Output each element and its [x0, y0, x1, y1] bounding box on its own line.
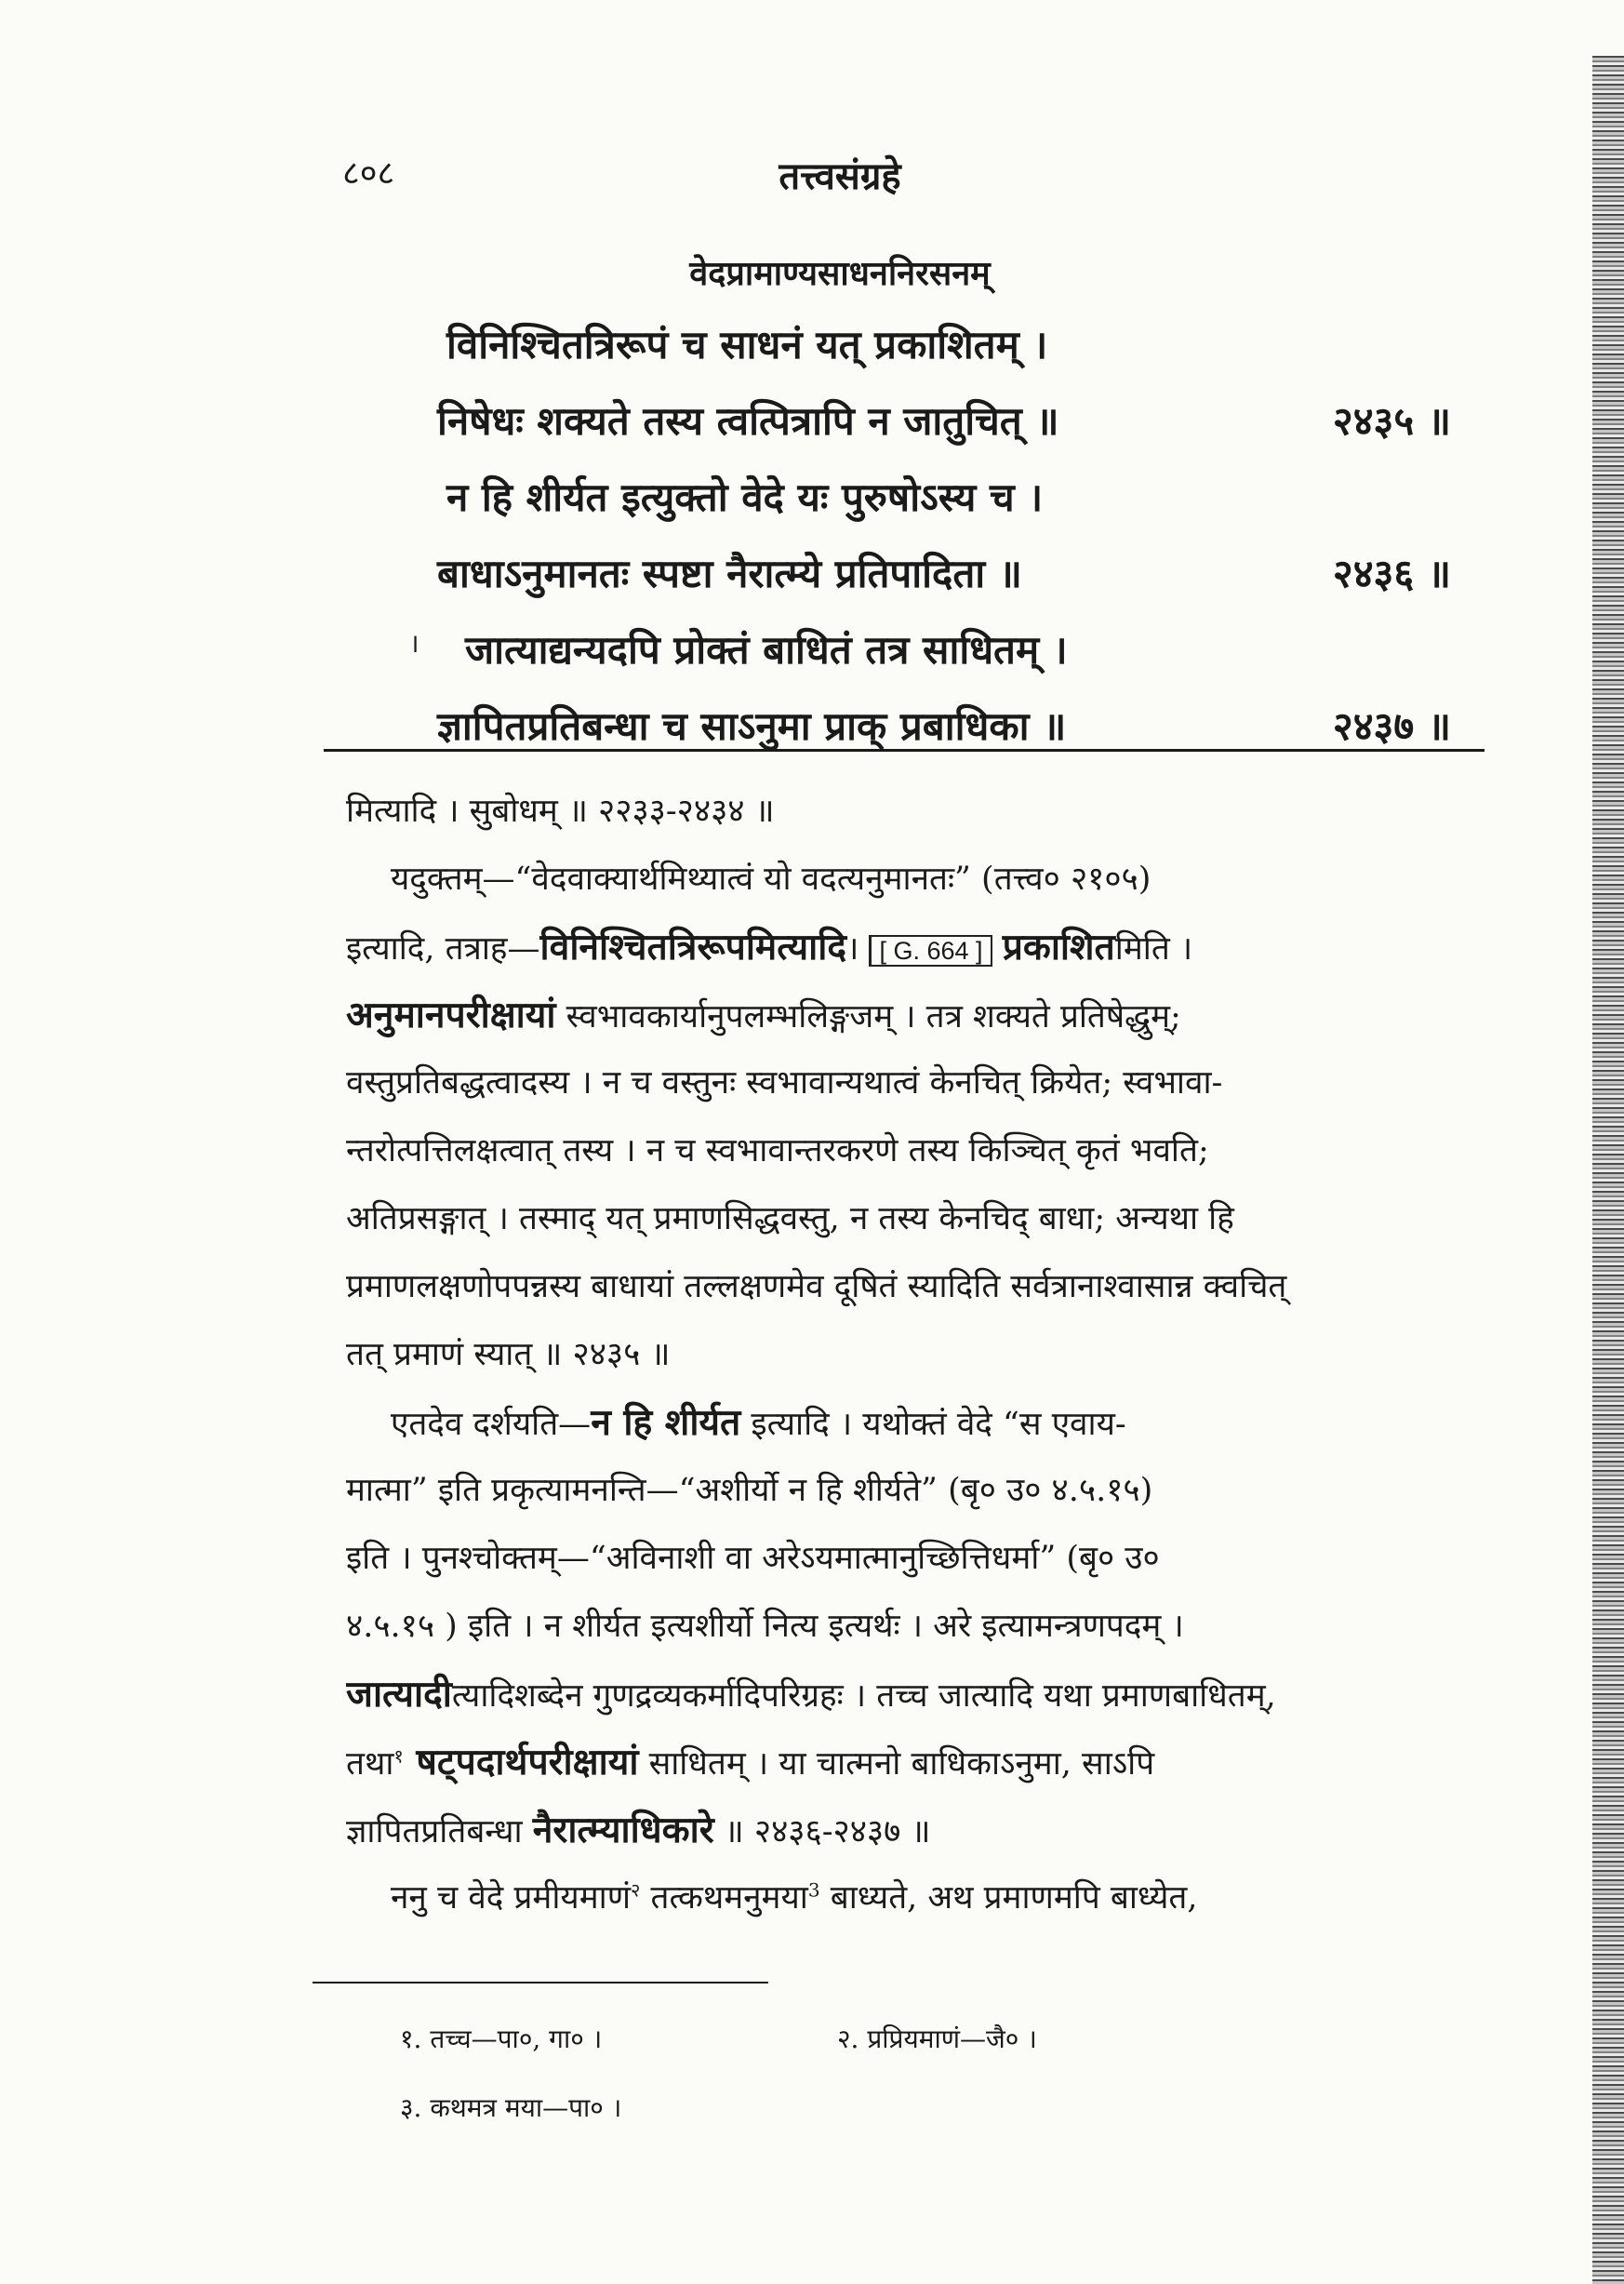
text-run: तत्कथमनुमया — [640, 1879, 808, 1917]
footnote-marker: 3 — [807, 1878, 820, 1902]
footnote-marker: १ — [393, 1744, 404, 1768]
verse-number: २४३५ ॥ — [1332, 398, 1451, 444]
commentary-line: प्रमाणलक्षणोपपन्नस्य बाधायां तल्लक्षणमेव दूषितं स्यादिति सर्वत्रानाश्वासान्न क्वचित् — [346, 1268, 1287, 1305]
commentary-line — [346, 1389, 1490, 1457]
page-edge-shadow — [1592, 56, 1624, 2284]
lemma-bold: प्रकाशित — [1002, 926, 1115, 968]
commentary-line — [346, 982, 1490, 1049]
text-run: तथा — [346, 1745, 394, 1783]
footnote-row — [400, 2011, 1237, 2080]
text-run: ॥ २४३६-२४३७ ॥ — [713, 1813, 931, 1850]
footnote-divider-rule — [313, 1982, 768, 1983]
text-run: । — [846, 930, 870, 968]
commentary-line — [346, 1729, 1490, 1796]
commentary-line: मात्मा” इति प्रकृत्यामनन्ति—“अशीर्यो न हि शीर्यते” (बृ० उ० ४.५.१५) — [346, 1472, 1153, 1509]
lemma-bold: विनिश्चितत्रिरूपमित्यादि — [539, 926, 847, 968]
verse-divider-rule — [324, 749, 1484, 752]
verse-text: विनिश्चितत्रिरूपं च साधनं यत् प्रकाशितम् । — [446, 322, 1048, 367]
footnote-2: २. प्रप्रियमाणं—जै० । — [837, 2024, 1037, 2054]
verse-block — [437, 307, 1479, 765]
verse-line — [437, 460, 1479, 536]
page-reference-box: [ G. 664 ] — [869, 935, 992, 967]
verse-line — [437, 536, 1479, 612]
text-run: बाध्यते, अथ प्रमाणमपि बाध्येत, — [819, 1879, 1198, 1917]
commentary-line: न्तरोत्पत्तिलक्षत्वात् तस्य । न च स्वभावान्तरकरणे तस्य किञ्चित् कृतं भवति; — [346, 1132, 1209, 1169]
verse-number: २४३६ ॥ — [1332, 551, 1451, 596]
page-header — [0, 149, 1624, 205]
verse-margin-mark: । — [409, 628, 419, 659]
commentary-line — [346, 914, 1490, 982]
lemma-bold: अनुमानपरीक्षायां — [346, 994, 556, 1036]
commentary-block — [346, 778, 1490, 1932]
text-run: त्यादिशब्देन गुणद्रव्यकर्मादिपरिग्रहः । तच्च जात्यादि यथा प्रमाणबाधितम्, — [451, 1677, 1276, 1715]
section-title: वेदप्रामाण्यसाधननिरसनम् — [689, 254, 991, 293]
text-run: स्वभावकार्यानुपलम्भलिङ्गजम् । तत्र शक्यते प्रतिषेद्धुम्; — [555, 998, 1181, 1035]
verse-line — [437, 307, 1479, 383]
lemma-bold: न हि शीर्यत — [591, 1401, 741, 1444]
commentary-line: तत् प्रमाणं स्यात् ॥ २४३५ ॥ — [346, 1336, 671, 1373]
verse-text: न हि शीर्यत इत्युक्तो वेदे यः पुरुषोऽस्य च । — [446, 474, 1044, 520]
commentary-line: ४.५.१५ ) इति । न शीर्यत इत्यशीर्यो नित्य इत्यर्थः । अरे इत्यामन्त्रणपदम् । — [346, 1608, 1184, 1645]
footnote-1: १. तच्च—पा०, गा० । — [400, 2024, 603, 2054]
verse-line — [437, 383, 1479, 460]
verse-line — [437, 688, 1479, 765]
lemma-bold: नैरात्म्याधिकारे — [532, 1809, 714, 1851]
verse-number: २४३७ ॥ — [1332, 703, 1451, 749]
footnote-row — [400, 2080, 1237, 2149]
verse-text: बाधाऽनुमानतः स्पष्टा नैरात्म्ये प्रतिपादिता ॥ — [437, 551, 1022, 596]
commentary-line — [346, 1796, 1490, 1864]
footnote-3: ३. कथमत्र मया—पा० । — [400, 2092, 622, 2123]
lemma-bold: षट्पदार्थपरीक्षायां — [403, 1741, 639, 1783]
commentary-line: इति । पुनश्चोक्तम्—“अविनाशी वा अरेऽयमात्मानुच्छित्तिधर्मा” (बृ० उ० — [346, 1540, 1160, 1577]
text-run: इत्यादि, तत्राह— — [346, 930, 540, 968]
footnote-marker: २ — [631, 1878, 641, 1902]
page-number: ८०८ — [342, 154, 395, 193]
lemma-bold: जात्यादी — [346, 1673, 452, 1716]
text-run: एतदेव दर्शयति— — [391, 1406, 592, 1443]
text-run: साधितम् । या चात्मनो बाधिकाऽनुमा, साऽपि — [638, 1745, 1155, 1783]
commentary-line: अतिप्रसङ्गात् । तस्माद् यत् प्रमाणसिद्धवस्तु, न तस्य केनचिद् बाधा; अन्यथा हि — [346, 1200, 1234, 1237]
commentary-line: वस्तुप्रतिबद्धत्वादस्य । न च वस्तुनः स्वभावान्यथात्वं केनचित् क्रियेत; स्वभावा- — [346, 1064, 1223, 1102]
verse-text: जात्याद्यन्यदपि प्रोक्तं बाधितं तत्र साधितम् । — [465, 627, 1068, 673]
footnotes — [400, 2011, 1237, 2149]
commentary-line: यदुक्तम्—“वेदवाक्यार्थमिथ्यात्वं यो वदत्यनुमानतः” (तत्त्व० २१०५) — [391, 861, 1151, 898]
running-title: तत्त्वसंग्रहे — [779, 154, 901, 198]
verse-text: निषेधः शक्यते तस्य त्वत्पित्रापि न जातुचित् ॥ — [437, 398, 1059, 444]
text-run: ज्ञापितप्रतिबन्धा — [346, 1813, 533, 1850]
text-run: इत्यादि । यथोक्तं वेदे “स एवाय- — [740, 1406, 1126, 1443]
text-run: ननु च वेदे प्रमीयमाणं — [391, 1879, 632, 1917]
commentary-line — [346, 1864, 1490, 1932]
commentary-line — [346, 1661, 1490, 1729]
commentary-line: मित्यादि । सुबोधम् ॥ २२३३-२४३४ ॥ — [346, 793, 775, 830]
verse-text: ज्ञापितप्रतिबन्धा च साऽनुमा प्राक् प्रबाधिका ॥ — [437, 703, 1067, 749]
text-run: मिति । — [1114, 930, 1193, 968]
verse-line — [437, 612, 1479, 688]
